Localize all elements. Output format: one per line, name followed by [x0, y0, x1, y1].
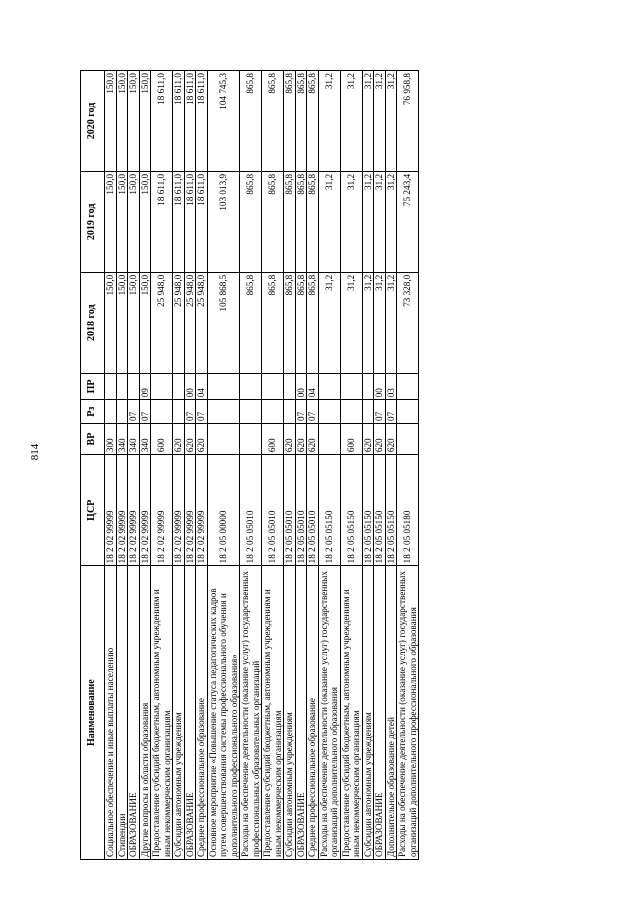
cell-pr: [397, 373, 419, 400]
table-row: [105, 71, 117, 860]
cell-y2018: 25 948,0: [196, 272, 208, 373]
cell-rz: [173, 400, 185, 424]
cell-vr: 600: [262, 424, 284, 455]
cell-y2018: 31,2: [362, 272, 374, 373]
cell-rz: [262, 400, 284, 424]
cell-pr: [116, 373, 128, 400]
cell-rz: [151, 400, 173, 424]
cell-vr: 340: [116, 424, 128, 455]
cell-name: Расходы на обеспечение деятельности (оказание услуг) государственных организаций дополнительного образования: [318, 566, 340, 860]
page-number: 814: [29, 443, 41, 461]
table-row: [128, 71, 140, 860]
table-header-row: [81, 71, 105, 860]
table-row: [385, 71, 397, 860]
table-body: [105, 71, 419, 860]
cell-rz: 07: [139, 400, 151, 424]
cell-rz: [116, 400, 128, 424]
cell-vr: 620: [374, 424, 386, 455]
cell-vr: 600: [340, 424, 362, 455]
table-row: [207, 71, 240, 860]
cell-y2018: 25 948,0: [173, 272, 185, 373]
cell-rz: [362, 400, 374, 424]
cell-y2020: 31,2: [340, 71, 362, 172]
cell-pr: 09: [139, 373, 151, 400]
cell-y2020: 31,2: [385, 71, 397, 172]
table-row: [116, 71, 128, 860]
cell-y2019: 150,0: [139, 171, 151, 272]
cell-csr: 18 2 02 99999: [196, 455, 208, 566]
cell-vr: 340: [128, 424, 140, 455]
cell-y2020: 865,8: [295, 71, 307, 172]
cell-y2018: 150,0: [139, 272, 151, 373]
cell-y2020: 18 611,0: [173, 71, 185, 172]
cell-pr: [128, 373, 140, 400]
cell-name: ОБРАЗОВАНИЕ: [295, 566, 307, 860]
cell-name: Другие вопросы в области образования: [139, 566, 151, 860]
cell-name: Предоставление субсидий бюджетным, автономным учреждениям и иным некоммерческим организациям: [340, 566, 362, 860]
cell-csr: 18 2 02 99999: [116, 455, 128, 566]
header-2020: 2020 год: [81, 71, 105, 172]
cell-csr: 18 2 02 99999: [105, 455, 117, 566]
table-row: [340, 71, 362, 860]
cell-y2020: 18 611,0: [196, 71, 208, 172]
cell-csr: 18 2 05 05150: [318, 455, 340, 566]
cell-rz: [207, 400, 240, 424]
cell-pr: [240, 373, 262, 400]
table-row: [318, 71, 340, 860]
cell-vr: 620: [196, 424, 208, 455]
cell-csr: 18 2 05 05180: [397, 455, 419, 566]
cell-pr: 00: [374, 373, 386, 400]
cell-pr: [362, 373, 374, 400]
cell-pr: [173, 373, 185, 400]
cell-csr: 18 2 02 99999: [151, 455, 173, 566]
budget-table: [80, 70, 419, 860]
cell-name: Субсидии автономным учреждениям: [362, 566, 374, 860]
cell-name: Субсидии автономным учреждениям: [284, 566, 296, 860]
cell-vr: [397, 424, 419, 455]
cell-y2018: 865,8: [262, 272, 284, 373]
cell-vr: 300: [105, 424, 117, 455]
cell-vr: 620: [173, 424, 185, 455]
cell-vr: 620: [385, 424, 397, 455]
cell-y2019: 31,2: [362, 171, 374, 272]
header-2019: 2019 год: [81, 171, 105, 272]
cell-y2018: 31,2: [385, 272, 397, 373]
cell-csr: 18 2 05 05150: [385, 455, 397, 566]
cell-csr: 18 2 05 05150: [340, 455, 362, 566]
header-name: Наименование: [81, 566, 105, 860]
table-row: [374, 71, 386, 860]
cell-y2019: 31,2: [340, 171, 362, 272]
cell-y2018: 31,2: [340, 272, 362, 373]
cell-rz: 07: [307, 400, 319, 424]
cell-y2019: 150,0: [105, 171, 117, 272]
cell-y2019: 150,0: [116, 171, 128, 272]
cell-vr: 620: [284, 424, 296, 455]
cell-pr: [105, 373, 117, 400]
cell-y2018: 150,0: [105, 272, 117, 373]
cell-y2020: 150,0: [128, 71, 140, 172]
cell-pr: 04: [196, 373, 208, 400]
cell-csr: 18 2 05 05010: [240, 455, 262, 566]
cell-rz: 07: [128, 400, 140, 424]
cell-y2020: 865,8: [284, 71, 296, 172]
cell-rz: 07: [385, 400, 397, 424]
cell-pr: [340, 373, 362, 400]
cell-csr: 18 2 02 99999: [139, 455, 151, 566]
cell-vr: 340: [139, 424, 151, 455]
cell-y2020: 150,0: [139, 71, 151, 172]
cell-pr: [318, 373, 340, 400]
cell-vr: 620: [295, 424, 307, 455]
cell-y2020: 865,8: [262, 71, 284, 172]
cell-y2018: 25 948,0: [151, 272, 173, 373]
header-rz: Рз: [81, 400, 105, 424]
table-row: [307, 71, 319, 860]
cell-rz: [318, 400, 340, 424]
cell-csr: 18 2 05 05150: [362, 455, 374, 566]
cell-y2019: 865,8: [284, 171, 296, 272]
cell-rz: [340, 400, 362, 424]
cell-y2020: 865,8: [307, 71, 319, 172]
cell-name: Стипендии: [116, 566, 128, 860]
cell-csr: 18 2 02 99999: [128, 455, 140, 566]
cell-pr: 03: [385, 373, 397, 400]
header-csr: ЦСР: [81, 455, 105, 566]
cell-y2018: 865,8: [307, 272, 319, 373]
cell-y2020: 18 611,0: [184, 71, 196, 172]
cell-y2019: 18 611,0: [184, 171, 196, 272]
cell-y2020: 18 611,0: [151, 71, 173, 172]
cell-vr: 620: [307, 424, 319, 455]
cell-name: ОБРАЗОВАНИЕ: [374, 566, 386, 860]
cell-vr: [207, 424, 240, 455]
cell-pr: [151, 373, 173, 400]
cell-name: Дополнительное образование детей: [385, 566, 397, 860]
cell-y2018: 25 948,0: [184, 272, 196, 373]
header-2018: 2018 год: [81, 272, 105, 373]
cell-y2019: 31,2: [318, 171, 340, 272]
cell-rz: [284, 400, 296, 424]
cell-csr: 18 2 05 05010: [295, 455, 307, 566]
cell-y2020: 150,0: [116, 71, 128, 172]
cell-pr: [207, 373, 240, 400]
cell-y2019: 865,8: [240, 171, 262, 272]
cell-name: Основное мероприятие «Повышение статуса педагогических кадров путем совершенствования системы профессионального обучения и дополнительного профессионального образования»: [207, 566, 240, 860]
cell-pr: 00: [184, 373, 196, 400]
table-row: [173, 71, 185, 860]
table-row: [139, 71, 151, 860]
table-row: [151, 71, 173, 860]
rotated-page-content: [80, 70, 561, 860]
cell-y2019: 18 611,0: [173, 171, 185, 272]
cell-y2019: 865,8: [295, 171, 307, 272]
cell-y2020: 76 958,8: [397, 71, 419, 172]
cell-y2020: 865,8: [240, 71, 262, 172]
cell-y2018: 150,0: [128, 272, 140, 373]
cell-pr: 00: [295, 373, 307, 400]
cell-y2019: 31,2: [374, 171, 386, 272]
header-pr: ПР: [81, 373, 105, 400]
cell-csr: 18 2 05 05010: [262, 455, 284, 566]
cell-vr: [240, 424, 262, 455]
cell-y2020: 31,2: [318, 71, 340, 172]
cell-rz: [240, 400, 262, 424]
cell-y2019: 103 013,9: [207, 171, 240, 272]
cell-name: Предоставление субсидий бюджетным, автономным учреждениям и иным некоммерческим организациям: [262, 566, 284, 860]
cell-name: Расходы на обеспечение деятельности (оказание услуг) государственных организаций дополнительного профессионального образования: [397, 566, 419, 860]
cell-rz: [105, 400, 117, 424]
cell-y2018: 865,8: [240, 272, 262, 373]
cell-y2019: 75 243,4: [397, 171, 419, 272]
cell-csr: 18 2 05 00000: [207, 455, 240, 566]
cell-vr: 620: [184, 424, 196, 455]
table-row: [240, 71, 262, 860]
cell-y2020: 150,0: [105, 71, 117, 172]
cell-name: Среднее профессиональное образование: [307, 566, 319, 860]
table-row: [262, 71, 284, 860]
cell-csr: 18 2 05 05010: [284, 455, 296, 566]
table-row: [295, 71, 307, 860]
cell-name: Социальное обеспечение и иные выплаты населению: [105, 566, 117, 860]
table-row: [184, 71, 196, 860]
cell-name: Субсидии автономным учреждениям: [173, 566, 185, 860]
cell-csr: 18 2 05 05150: [374, 455, 386, 566]
cell-rz: [397, 400, 419, 424]
cell-vr: [318, 424, 340, 455]
cell-rz: 07: [196, 400, 208, 424]
cell-pr: 04: [307, 373, 319, 400]
cell-csr: 18 2 05 05010: [307, 455, 319, 566]
table-row: [397, 71, 419, 860]
cell-name: ОБРАЗОВАНИЕ: [184, 566, 196, 860]
cell-y2018: 105 868,5: [207, 272, 240, 373]
cell-y2018: 31,2: [374, 272, 386, 373]
cell-rz: 07: [184, 400, 196, 424]
cell-rz: 07: [295, 400, 307, 424]
cell-y2019: 865,8: [307, 171, 319, 272]
cell-y2019: 150,0: [128, 171, 140, 272]
cell-rz: 07: [374, 400, 386, 424]
cell-csr: 18 2 02 99999: [173, 455, 185, 566]
cell-y2018: 73 328,0: [397, 272, 419, 373]
cell-name: ОБРАЗОВАНИЕ: [128, 566, 140, 860]
cell-name: Среднее профессиональное образование: [196, 566, 208, 860]
cell-y2018: 865,8: [284, 272, 296, 373]
cell-csr: 18 2 02 99999: [184, 455, 196, 566]
table-row: [362, 71, 374, 860]
cell-name: Расходы на обеспечение деятельности (оказание услуг) государственных профессиональных образовательных организаций: [240, 566, 262, 860]
cell-y2020: 31,2: [362, 71, 374, 172]
cell-y2020: 31,2: [374, 71, 386, 172]
cell-y2019: 865,8: [262, 171, 284, 272]
table-row: [196, 71, 208, 860]
cell-y2019: 18 611,0: [151, 171, 173, 272]
cell-pr: [262, 373, 284, 400]
cell-y2018: 865,8: [295, 272, 307, 373]
cell-pr: [284, 373, 296, 400]
cell-y2019: 31,2: [385, 171, 397, 272]
cell-y2018: 31,2: [318, 272, 340, 373]
cell-y2018: 150,0: [116, 272, 128, 373]
cell-vr: 600: [151, 424, 173, 455]
cell-name: Предоставление субсидий бюджетным, автономным учреждениям и иным некоммерческим организациям: [151, 566, 173, 860]
cell-y2019: 18 611,0: [196, 171, 208, 272]
cell-vr: 620: [362, 424, 374, 455]
table-row: [284, 71, 296, 860]
cell-y2020: 104 745,3: [207, 71, 240, 172]
header-vr: ВР: [81, 424, 105, 455]
